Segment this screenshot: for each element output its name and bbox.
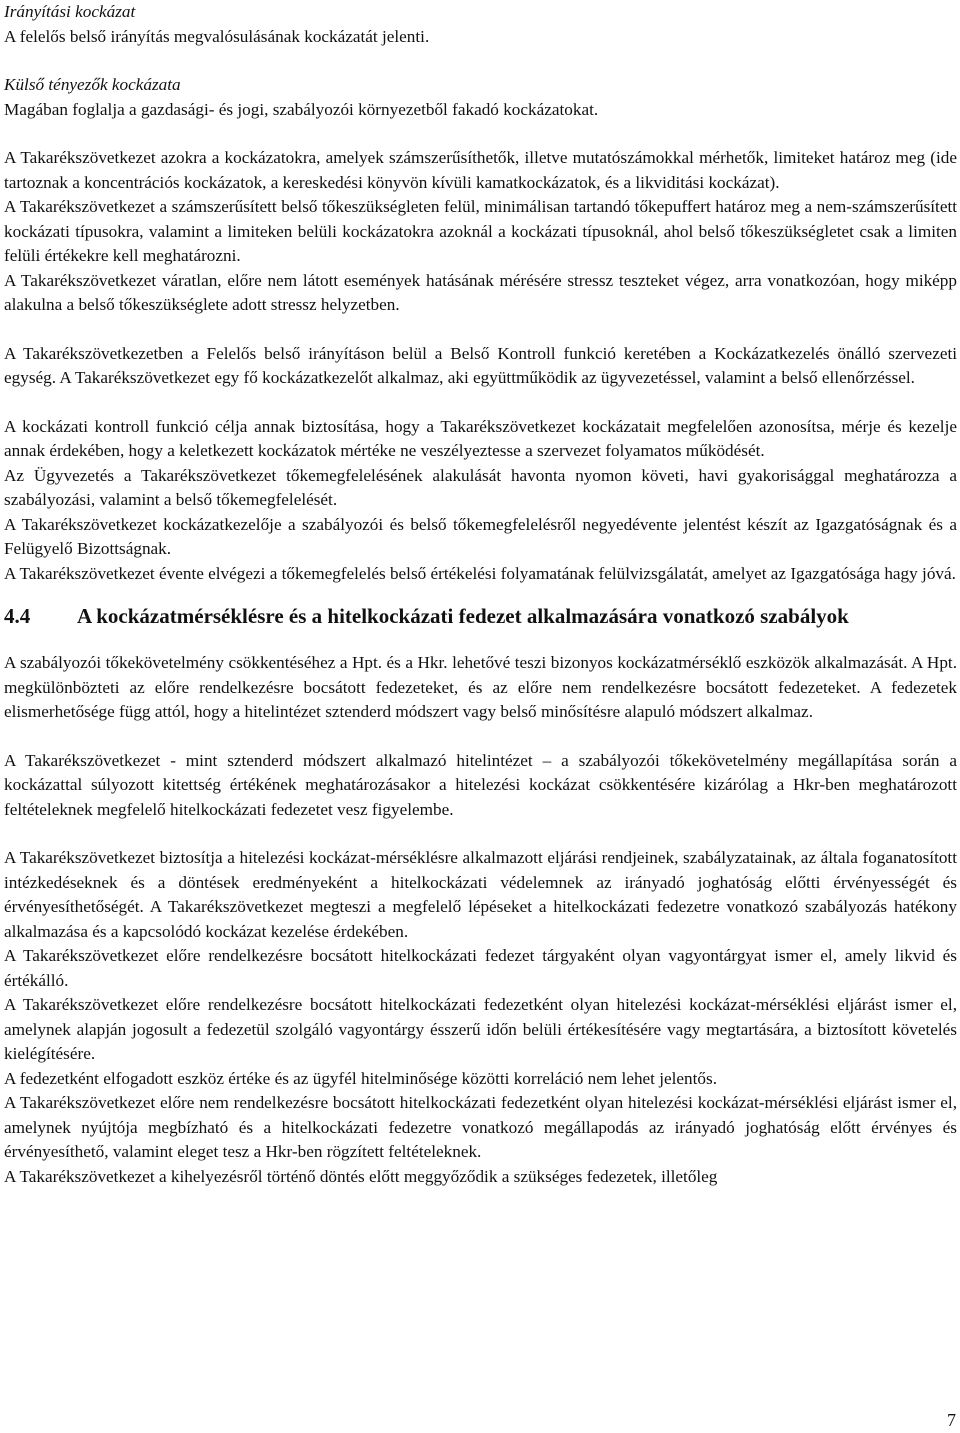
section-title: A kockázatmérséklésre és a hitelkockázati fedezet alkalmazására vonatkozó szabályok [77, 604, 849, 628]
paragraph: A Takarékszövetkezet előre rendelkezésre bocsátott hitelkockázati fedezet tárgyaként olyan vagyontárgyat ismer el, amely likvid és értékálló. [4, 946, 957, 990]
paragraph: A Takarékszövetkezet váratlan, előre nem látott események hatásának mérésére stressz teszteket végez, arra vonatkozóan, hogy miképp alakulna a belső tőkeszükséglete adott stressz helyzetben. [4, 270, 957, 314]
document-page [4, 0, 957, 1189]
subheading-governance-risk: Irányítási kockázat [4, 2, 136, 21]
external-factors-risk-text: Magában foglalja a gazdasági- és jogi, szabályozói környezetből fakadó kockázatokat. [4, 99, 599, 119]
paragraph: A Takarékszövetkezet előre rendelkezésre bocsátott hitelkockázati fedezetként olyan hitelezési kockázat-mérséklési eljárást ismer el, amelynek alapján jogosult a fedezetül szolgáló vagyontárgy ésszerű időn belüli értékesítésére vagy megtartására, a biztosított követelés kielégítésére. [4, 995, 957, 1063]
paragraph: A Takarékszövetkezet - mint sztenderd módszert alkalmazó hitelintézet – a szabályozói tőkekövetelmény megállapítása során a kockázattal súlyozott kitettség értékének meghatározásakor a hitelezési kockázat csökkentésére kizárólag a Hkr-ben meghatározott feltételeknek megfelelő hitelkockázati fedezetet vesz figyelembe. [4, 750, 957, 819]
paragraph: A szabályozói tőkekövetelmény csökkentéséhez a Hpt. és a Hkr. lehetővé teszi bizonyos kockázatmérséklő eszközök alkalmazását. A Hpt. megkülönbözteti az előre rendelkezésre bocsátott fedezeteket, és az előre nem rendelkezésre bocsátott fedezeteket. A fedezetek elismerhetősége függ attól, hogy a hitelintézet sztenderd módszert vagy belső minősítésre alapuló módszert alkalmaz. [4, 653, 957, 721]
paragraph: A Takarékszövetkezetben a Felelős belső irányításon belül a Belső Kontroll funkció keretében a Kockázatkezelés önálló szervezeti egység. A Takarékszövetkezet egy fő kockázatkezelőt alkalmaz, aki együttműködik az ügyvezetéssel, valamint a belső ellenőrzéssel. [4, 343, 957, 387]
paragraph: Az Ügyvezetés a Takarékszövetkezet tőkemegfelelésének alakulását havonta nyomon követi, havi gyakorisággal meghatározza a szabályozási, valamint a belső tőkemegfelelését. [4, 465, 957, 509]
paragraph: A Takarékszövetkezet biztosítja a hitelezési kockázat-mérséklésre alkalmazott eljárási rendjeinek, szabályzatainak, az általa foganatosított intézkedéseknek és a döntések eredményeként a hitelkockázati védelemnek az irányadó joghatóság előtti érvényességét és érvényesíthetőségét. A Takarékszövetkezet megteszi a megfelelő lépéseket a hitelkockázati fedezetre vonatkozó szabályozás hatékony alkalmazása és a kapcsolódó kockázat kezelése érdekében. [4, 848, 957, 941]
section-heading [4, 603, 957, 629]
page-number: 7 [947, 1410, 956, 1430]
paragraph: A Takarékszövetkezet előre nem rendelkezésre bocsátott hitelkockázati fedezetként olyan hitelezési kockázat-mérséklési eljárást ismer el, amelynek nyújtója megbízható és a hitelkockázati fedezetre vonatkozó megállapodás az irányadó joghatóság előtt érvényes és érvényesíthető, valamint eleget tesz a Hkr-ben rögzített feltételeknek. [4, 1093, 957, 1161]
paragraph: A Takarékszövetkezet a számszerűsített belső tőkeszükségleten felül, minimálisan tartandó tőkepuffert határoz meg a nem-számszerűsített kockázati típusokra, valamint a limiteken belüli kockázatokra azoknál a kockázati típusoknál, ahol belső tőkeszükségletet csak a limiten felüli értékekre kell meghatározni. [4, 197, 957, 265]
paragraph: A fedezetként elfogadott eszköz értéke és az ügyfél hitelminősége közötti korreláció nem lehet jelentős. [4, 1068, 717, 1088]
paragraph: A Takarékszövetkezet azokra a kockázatokra, amelyek számszerűsíthetők, illetve mutatószámokkal mérhetők, limiteket határoz meg (ide tartoznak a koncentrációs kockázatok, a kereskedési könyvön kívüli kamatkockázatok, és a likviditási kockázat). [4, 148, 957, 192]
subheading-external-factors-risk: Külső tényezők kockázata [4, 75, 181, 94]
section-number: 4.4 [4, 604, 31, 628]
paragraph: A Takarékszövetkezet a kihelyezésről történő döntés előtt meggyőződik a szükséges fedezetek, illetőleg [4, 1166, 718, 1186]
paragraph: A Takarékszövetkezet kockázatkezelője a szabályozói és belső tőkemegfelelésről negyedévente jelentést készít az Igazgatóságnak és a Felügyelő Bizottságnak. [4, 514, 957, 558]
paragraph: A kockázati kontroll funkció célja annak biztosítása, hogy a Takarékszövetkezet kockázatait megfelelően azonosítsa, mérje és kezelje annak érdekében, hogy a keletkezett kockázatok mértéke ne veszélyeztesse a szervezet folyamatos működését. [4, 416, 957, 460]
paragraph: A Takarékszövetkezet évente elvégezi a tőkemegfelelés belső értékelési folyamatának felülvizsgálatát, amelyet az Igazgatósága hagy jóvá. [4, 563, 956, 583]
governance-risk-text: A felelős belső irányítás megvalósulásának kockázatát jelenti. [4, 26, 430, 46]
